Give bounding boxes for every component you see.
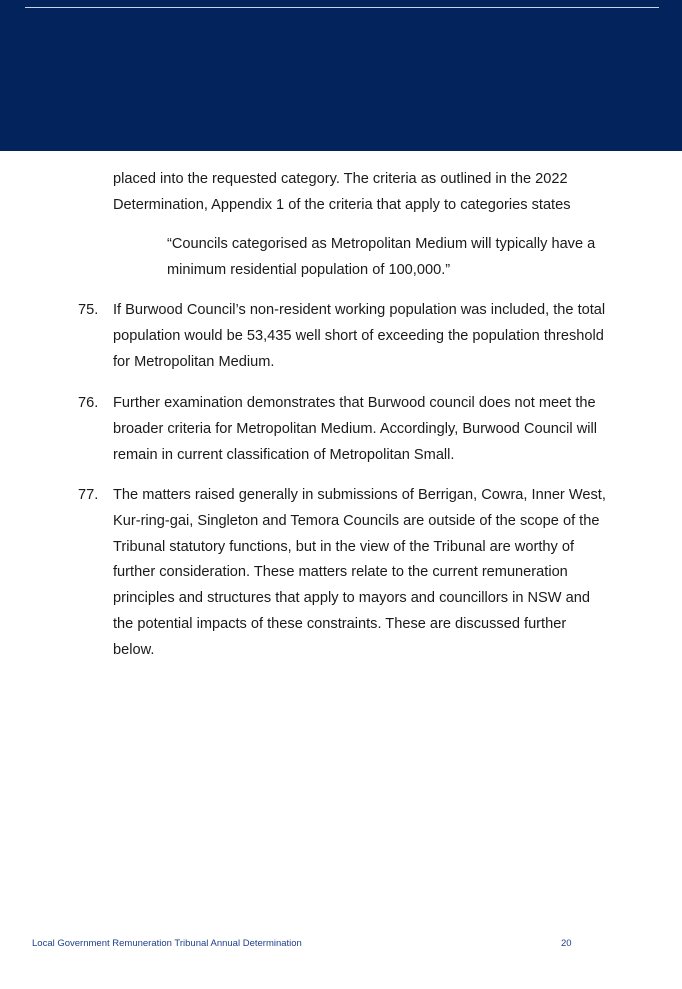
header-rule — [25, 7, 659, 8]
continuation-paragraph: placed into the requested category. The criteria as outlined in the 2022 Determination, Appendix 1 of the criteria that apply to categories states — [113, 171, 571, 213]
page-number: 20 — [561, 938, 572, 949]
paragraph-text: If Burwood Council’s non-resident working population was included, the total population would be 53,435 well short of exceeding the population threshold for Metropolitan Medium. — [113, 302, 606, 370]
paragraph-number: 77. — [78, 487, 99, 503]
paragraph-number: 76. — [78, 395, 99, 411]
paragraph-number: 75. — [78, 302, 99, 318]
paragraph-text: Further examination demonstrates that Burwood council does not meet the broader criteria for Metropolitan Medium. Accordingly, Burwood Council will remain in current classification of Metropolitan Small. — [113, 395, 597, 463]
footer-title: Local Government Remuneration Tribunal Annual Determination — [32, 938, 302, 949]
header-band — [0, 0, 682, 151]
paragraph-text: The matters raised generally in submissions of Berrigan, Cowra, Inner West, Kur-ring-gai, Singleton and Temora Councils are outside of the scope of the Tribunal statutory functions, but in the view of the Tribunal are worthy of further consideration. These matters relate to the current remuneration principles and structures that apply to mayors and councillors in NSW and the potential impacts of these constraints. These are discussed further below. — [113, 487, 606, 658]
block-quote: “Councils categorised as Metropolitan Medium will typically have a minimum residential population of 100,000.” — [167, 236, 596, 278]
